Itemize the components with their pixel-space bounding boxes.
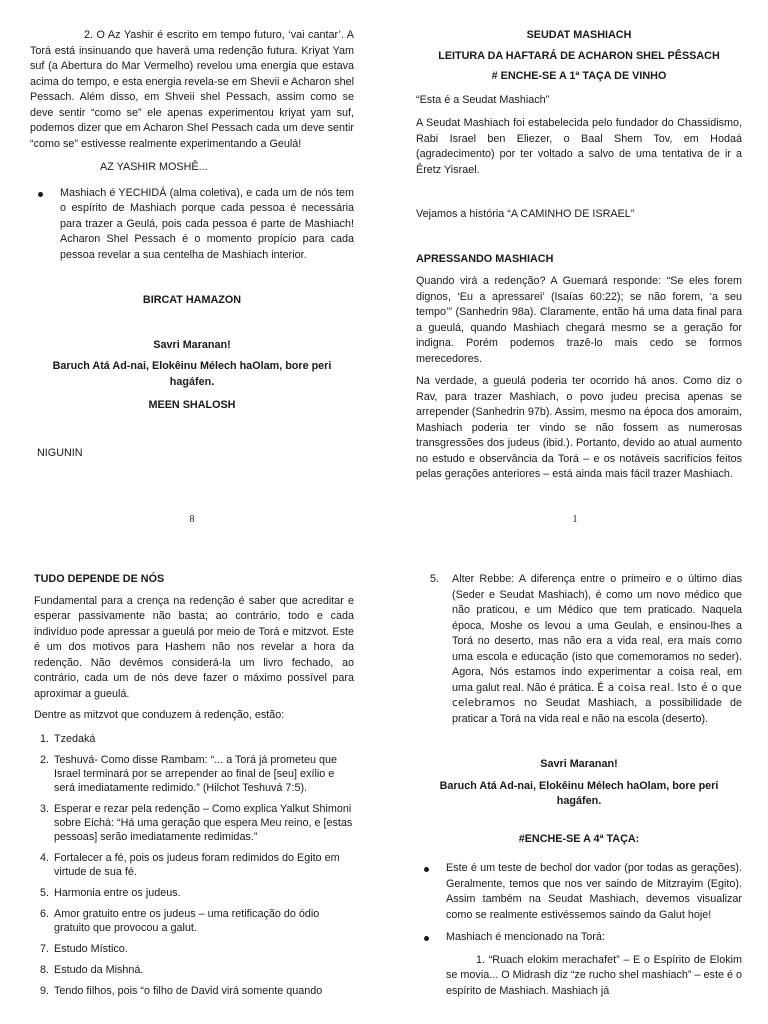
mitzva-item (34, 886, 354, 900)
dentre-mitzvot: Dentre as mitzvot que conduzem à redenção, estão: (34, 709, 285, 721)
mitzva-item (34, 753, 354, 795)
page-8-top (30, 28, 354, 461)
az-yashir-heading: AZ YASHIR MOSHÊ... (100, 161, 208, 173)
title-seudat-mashiach: SEUDAT MASHIACH (526, 29, 632, 41)
list-item-alter-rebbe (416, 572, 742, 727)
alter-rebbe-text-alt: É a coisa real. Isto é o que celebramos no (452, 681, 743, 709)
enche-quarta-taca-heading: #ENCHE-SE A 4ª TAÇA: (518, 832, 640, 845)
baruch-blessing: Baruch Atá Ad-nai, Elokêinu Mélech haOlam, bore peri hagáfen. (52, 360, 332, 388)
item-number: 4. (40, 851, 50, 864)
alter-rebbe-text-end: Seudat Mashiach, a possibilidade de praticar a Torá na vida real e não na escola (deserto). (452, 697, 743, 725)
sub-ruach-elokim: 1. “Ruach elokim merachafet” – E o Espírito de Elokim se movia... O Midrash diz “ze rucho shel mashiach” – este é o espírito de Mashiach. Mashiach já (446, 953, 742, 997)
bullet-mashiach-tora: Mashiach é mencionado na Torá: (446, 931, 605, 943)
baruch-blessing: Baruch Atá Ad-nai, Elokêinu Mélech haOlam, bore peri hagáfen. (439, 779, 719, 807)
item-text: Harmonia entre os judeus. (54, 886, 181, 899)
savri-maranan: Savri Maranan! (153, 338, 231, 351)
mitzva-item (34, 942, 354, 956)
item-number: 8. (40, 963, 50, 976)
meen-shalosh-heading: MEEN SHALOSH (148, 399, 236, 411)
title-enche-primeira-taca: # ENCHE-SE A 1ª TAÇA DE VINHO (491, 70, 667, 82)
item-text: Fortalecer a fé, pois os judeus foram redimidos do Egito em virtude de sua fé. (54, 851, 340, 878)
tudo-depende-heading: TUDO DEPENDE DE NÓS (34, 573, 165, 585)
page-alter-rebbe (416, 572, 742, 999)
title-leitura-haftara: LEITURA DA HAFTARÁ DE ACHARON SHEL PÊSSACH (438, 49, 720, 62)
mitzva-item (34, 963, 354, 977)
bullet-icon (424, 867, 429, 872)
nigunin-heading: NIGUNIN (37, 446, 83, 459)
item-text: Amor gratuito entre os judeus – uma retificação do ódio gratuito que provocou a galut. (54, 907, 320, 934)
item-number: 3. (40, 802, 50, 815)
mitzva-item (34, 907, 354, 935)
page-tudo-depende (30, 572, 354, 1005)
list-item (30, 186, 354, 264)
item-number: 1. (40, 732, 50, 745)
item-number: 5. (430, 573, 440, 585)
item-text: Tzedaká (54, 732, 96, 745)
para-seudat-origin: A Seudat Mashiach foi estabelecida pelo fundador do Chassidismo, Rabi Israel ben Eliezer, o Baal Shem Tov, em Hodaá (agradecimento) por ter voltado a salvo de uma tentativa de ir a Êretz Yisrael. (416, 117, 742, 176)
list-item (416, 930, 742, 946)
mitzva-item (34, 732, 354, 746)
item-text: Tendo filhos, pois “o filho de David virá somente quando (54, 984, 323, 997)
quote-seudat: “Esta é a Seudat Mashiach” (416, 93, 550, 106)
item-number: 6. (40, 907, 50, 920)
mitzva-item (34, 802, 354, 844)
vejamos-historia: Vejamos a história “A CAMINHO DE ISRAEL” (416, 208, 635, 220)
mitzva-item (34, 984, 354, 998)
item-text: Esperar e rezar pela redenção – Como explica Yalkut Shimoni sobre Eichá: “Há uma geração que espera Meu reino, e [estas pessoas] serão imediatamente redimidas.” (54, 802, 353, 843)
item-text: Teshuvá- Como disse Rambam: “... a Torá já prometeu que Israel terminará por se arrepender ao final de [seu] exílio e será imediatamente redimido.” (Hilchot Teshuvá 7:5). (54, 753, 338, 794)
mitzva-item (34, 851, 354, 879)
savri-maranan: Savri Maranan! (540, 758, 618, 770)
item-text: Estudo da Mishná. (54, 963, 144, 976)
mitzvot-list (30, 732, 354, 998)
alter-rebbe-text: Alter Rebbe: A diferença entre o primeiro e o último dias (Seder e Seudat Mashiach), é como um novo médico que não praticou, e um Médico que tem praticado. Naquela época, Moshe os levou a uma Geulah, e ensinou-lhes a Torá no deserto, mas não era a vida real, era mais como uma escola e educação (isto que comemoramos no seder). Agora, Nós estamos indo experimentar a coisa real, em uma galut real. Não é prática. (452, 573, 742, 694)
item-number: 9. (40, 984, 50, 997)
page-number-8: 8 (189, 514, 195, 525)
para-na-verdade: Na verdade, a gueulá poderia ter ocorrido há anos. Como diz o Rav, para trazer Mashiach, o povo judeu precisa apenas se arrepender (Sanhedrin 97b). Assim, mesmo na época dos amoraim, Mashiach poderia ter vindo se não fossem as numerosas transgressões dos judeus (ibid.). Portanto, devido ao atual aumento no estudo e observância da Torá – e os notáveis sacrifícios feitos pelas gerações anteriores – está ainda mais fácil trazer Mashiach. (416, 375, 742, 480)
apressando-heading: APRESSANDO MASHIACH (416, 252, 554, 265)
list-item (416, 861, 742, 923)
bullet-list (416, 861, 742, 946)
page-1-top (416, 28, 742, 483)
para-fundamental: Fundamental para a crença na redenção é saber que acreditar e esperar passivamente não basta; ao contrário, todo e cada indivíduo pode apressar a gueulá por meio de Torá e mitzvot. Este é um dos motivos para Hashem não nos revelar a hora da redenção. Não devêmos considerá-la um livro fechado, ao contrário, cada um de nós deve fazer o máximo possível para aproximar a gueulá. (34, 594, 354, 700)
item-text: Estudo Místico. (54, 942, 128, 955)
item-number: 7. (40, 942, 50, 955)
item-number: 2. (40, 753, 50, 766)
bullet-icon (424, 936, 429, 941)
bullet-list (30, 186, 354, 264)
item-number: 5. (40, 886, 50, 899)
bullet-bechol-dor: Este é um teste de bechol dor vador (por todas as gerações). Geralmente, temos que nos ver saindo de Mitzrayim (Egito). Assim também na Seudat Mashiach, devemos visualizar como se realmente estivéssemos saindo da Galut hoje! (446, 862, 742, 921)
page-number-1: 1 (572, 514, 578, 525)
para-quando-vira: Quando virá a redenção? A Guemará responde: “Se eles forem dignos, ‘Eu a apressarei’ (Isaías 60:22); se não forem, ‘a seu tempo’” (Sanhedrin 98a). Claramente, então há uma data final para a gueulá, quando Mashiach chegará mesmo se a geração for indigna. Porém podemos trazê-lo mais cedo se formos merecedores. (416, 275, 742, 365)
bullet-icon (38, 192, 43, 197)
bircat-hamazon-heading: BIRCAT HAMAZON (142, 294, 242, 306)
bullet-mashiach-yechida: Mashiach é YECHIDÁ (alma coletiva), e cada um de nós tem o espírito de Mashiach porque cada pessoa é necessária para trazer a Geulá, pois cada pessoa é parte de Mashiach! Acharon Shel Pessach é o momento propício para cada pessoa revelar a sua centelha de Mashiach interior. (60, 186, 354, 261)
para-az-yashir-explanation: 2. O Az Yashir é escrito em tempo futuro, ‘vai cantar’. A Torá está insinuando que haverá uma redenção futura. Kriyat Yam suf (a Abertura do Mar Vermelho) revelou uma energia que estava acima do tempo, e esta energia revela-se em Shevii e Acharon shel Pessach. Além disso, em Shveii shel Pessach, assim como se deve sentir “como se” ele apenas experimentou kriyat yam suf, podemos dizer que em Acharon Shel Pessach cada um deve sentir “como se” estivesse realmente experimentando a Geulá! (30, 29, 354, 150)
